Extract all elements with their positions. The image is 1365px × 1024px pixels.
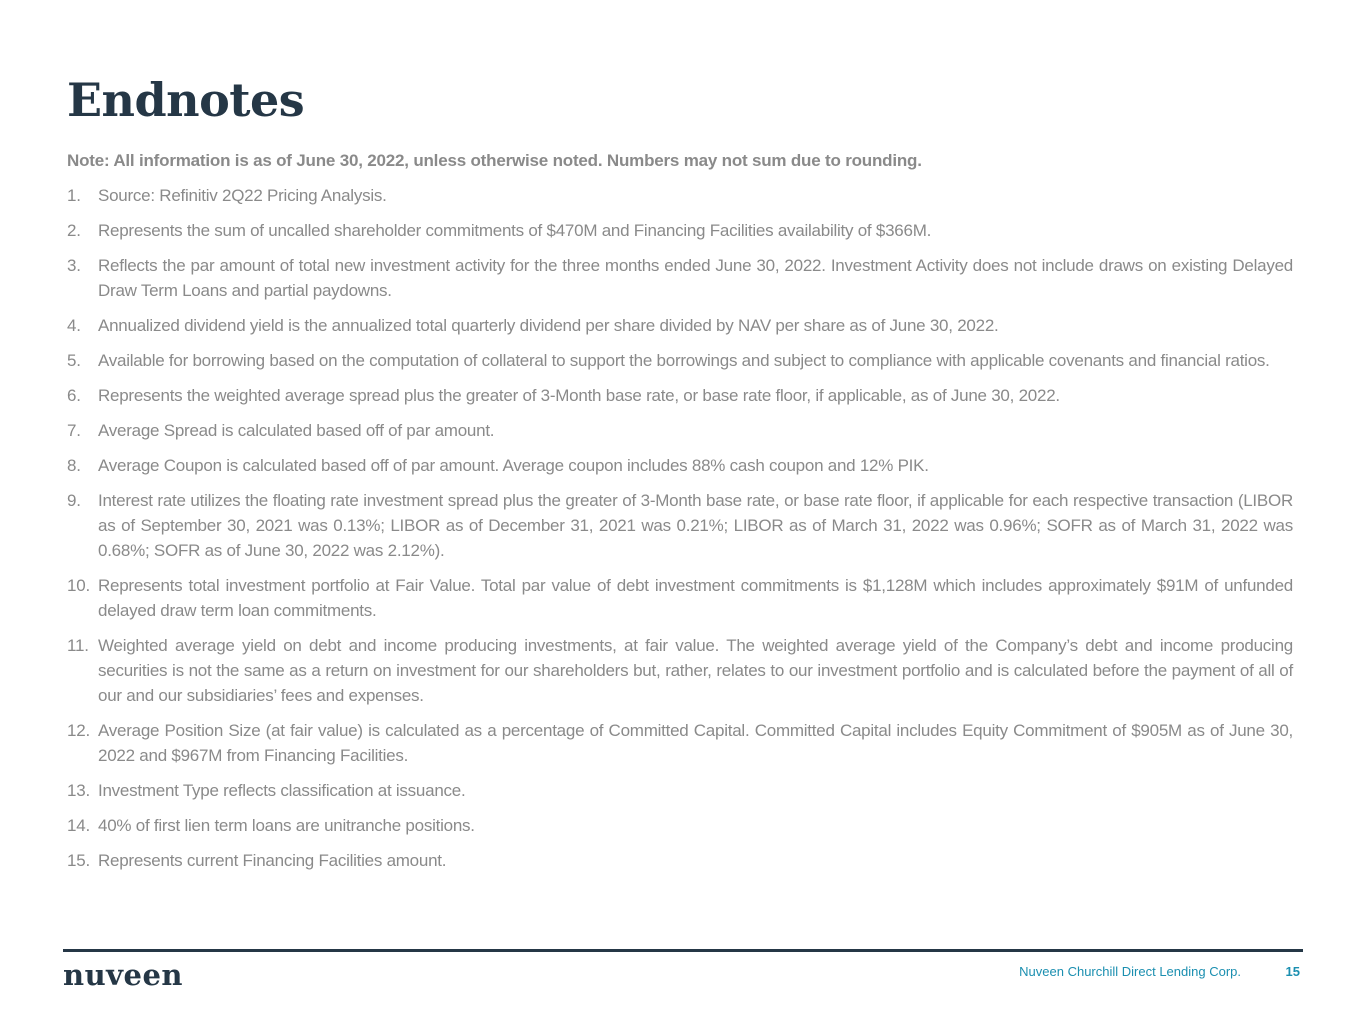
endnote-text: 40% of first lien term loans are unitranche positions.: [98, 816, 475, 835]
endnote-text: Source: Refinitiv 2Q22 Pricing Analysis.: [98, 186, 387, 205]
endnote-text: Average Coupon is calculated based off of par amount. Average coupon includes 88% cash coupon and 12% PIK.: [98, 456, 929, 475]
footer-company-name: Nuveen Churchill Direct Lending Corp.: [1019, 964, 1241, 979]
endnote-number: 7.: [67, 421, 81, 440]
endnote-item: [67, 218, 1293, 243]
endnote-item: [67, 418, 1293, 443]
endnote-text: Represents the weighted average spread plus the greater of 3-Month base rate, or base rate floor, if applicable, as of June 30, 2022.: [98, 386, 1060, 405]
endnote-text: Reflects the par amount of total new investment activity for the three months ended June 30, 2022. Investment Activity does not include draws on existing Delayed Draw Term Loans and partial paydowns.: [98, 256, 1293, 300]
endnote-item: [67, 313, 1293, 338]
endnote-number: 15.: [67, 851, 91, 870]
endnote-number: 4.: [67, 316, 81, 335]
endnote-item: [67, 848, 1293, 873]
footer-divider: [63, 949, 1303, 952]
endnote-number: 5.: [67, 351, 81, 370]
endnote-text: Investment Type reflects classification at issuance.: [98, 781, 466, 800]
endnote-item: [67, 573, 1293, 623]
endnote-item: [67, 453, 1293, 478]
endnote-number: 2.: [67, 221, 81, 240]
endnote-number: 9.: [67, 491, 81, 510]
endnote-text: Average Position Size (at fair value) is calculated as a percentage of Committed Capital. Committed Capital includes Equity Commitment of $905M as of June 30, 2022 and $967M from Financing Facilities.: [98, 721, 1293, 765]
endnote-text: Weighted average yield on debt and income producing investments, at fair value. The weighted average yield of the Company’s debt and income producing securities is not the same as a return on investment for our shareholders but, rather, relates to our investment portfolio and is calculated before the payment of all of our and our subsidiaries’ fees and expenses.: [98, 636, 1293, 705]
page-title: Endnotes: [67, 73, 305, 127]
endnote-number: 8.: [67, 456, 81, 475]
endnote-text: Represents total investment portfolio at Fair Value. Total par value of debt investment commitments is $1,128M which includes approximately $91M of unfunded delayed draw term loan commitments.: [98, 576, 1293, 620]
endnote-item: [67, 253, 1293, 303]
endnote-item: [67, 633, 1293, 708]
endnote-number: 14.: [67, 816, 91, 835]
endnote-number: 3.: [67, 256, 81, 275]
endnote-item: [67, 813, 1293, 838]
endnote-text: Average Spread is calculated based off of par amount.: [98, 421, 495, 440]
endnote-item: [67, 718, 1293, 768]
endnote-item: [67, 348, 1293, 373]
endnote-number: 13.: [67, 781, 91, 800]
endnote-number: 10.: [67, 576, 91, 595]
endnote-text: Represents current Financing Facilities amount.: [98, 851, 447, 870]
endnote-item: [67, 383, 1293, 408]
endnote-text: Available for borrowing based on the computation of collateral to support the borrowings and subject to compliance with applicable covenants and financial ratios.: [98, 351, 1270, 370]
endnote-number: 1.: [67, 186, 81, 205]
endnote-item: [67, 488, 1293, 563]
endnote-text: Represents the sum of uncalled shareholder commitments of $470M and Financing Facilities availability of $366M.: [98, 221, 932, 240]
general-note: Note: All information is as of June 30, 2022, unless otherwise noted. Numbers may not sum due to rounding.: [67, 151, 922, 170]
endnote-number: 6.: [67, 386, 81, 405]
endnote-number: 11.: [67, 636, 89, 655]
endnote-item: [67, 183, 1293, 208]
page-number: 15: [1285, 964, 1300, 979]
endnote-number: 12.: [67, 721, 91, 740]
nuveen-logo: nuveen: [63, 958, 184, 992]
endnotes-list: [67, 183, 1293, 873]
endnote-text: Interest rate utilizes the floating rate investment spread plus the greater of 3-Month base rate, or base rate floor, if applicable for each respective transaction (LIBOR as of September 30, 2021 was 0.13%; LIBOR as of December 31, 2021 was 0.21%; LIBOR as of March 31, 2022 was 0.96%; SOFR as of March 31, 2022 was 0.68%; SOFR as of June 30, 2022 was 2.12%).: [98, 491, 1293, 560]
endnote-item: [67, 778, 1293, 803]
endnotes-section: [67, 148, 1293, 883]
endnote-text: Annualized dividend yield is the annualized total quarterly dividend per share divided by NAV per share as of June 30, 2022.: [98, 316, 999, 335]
